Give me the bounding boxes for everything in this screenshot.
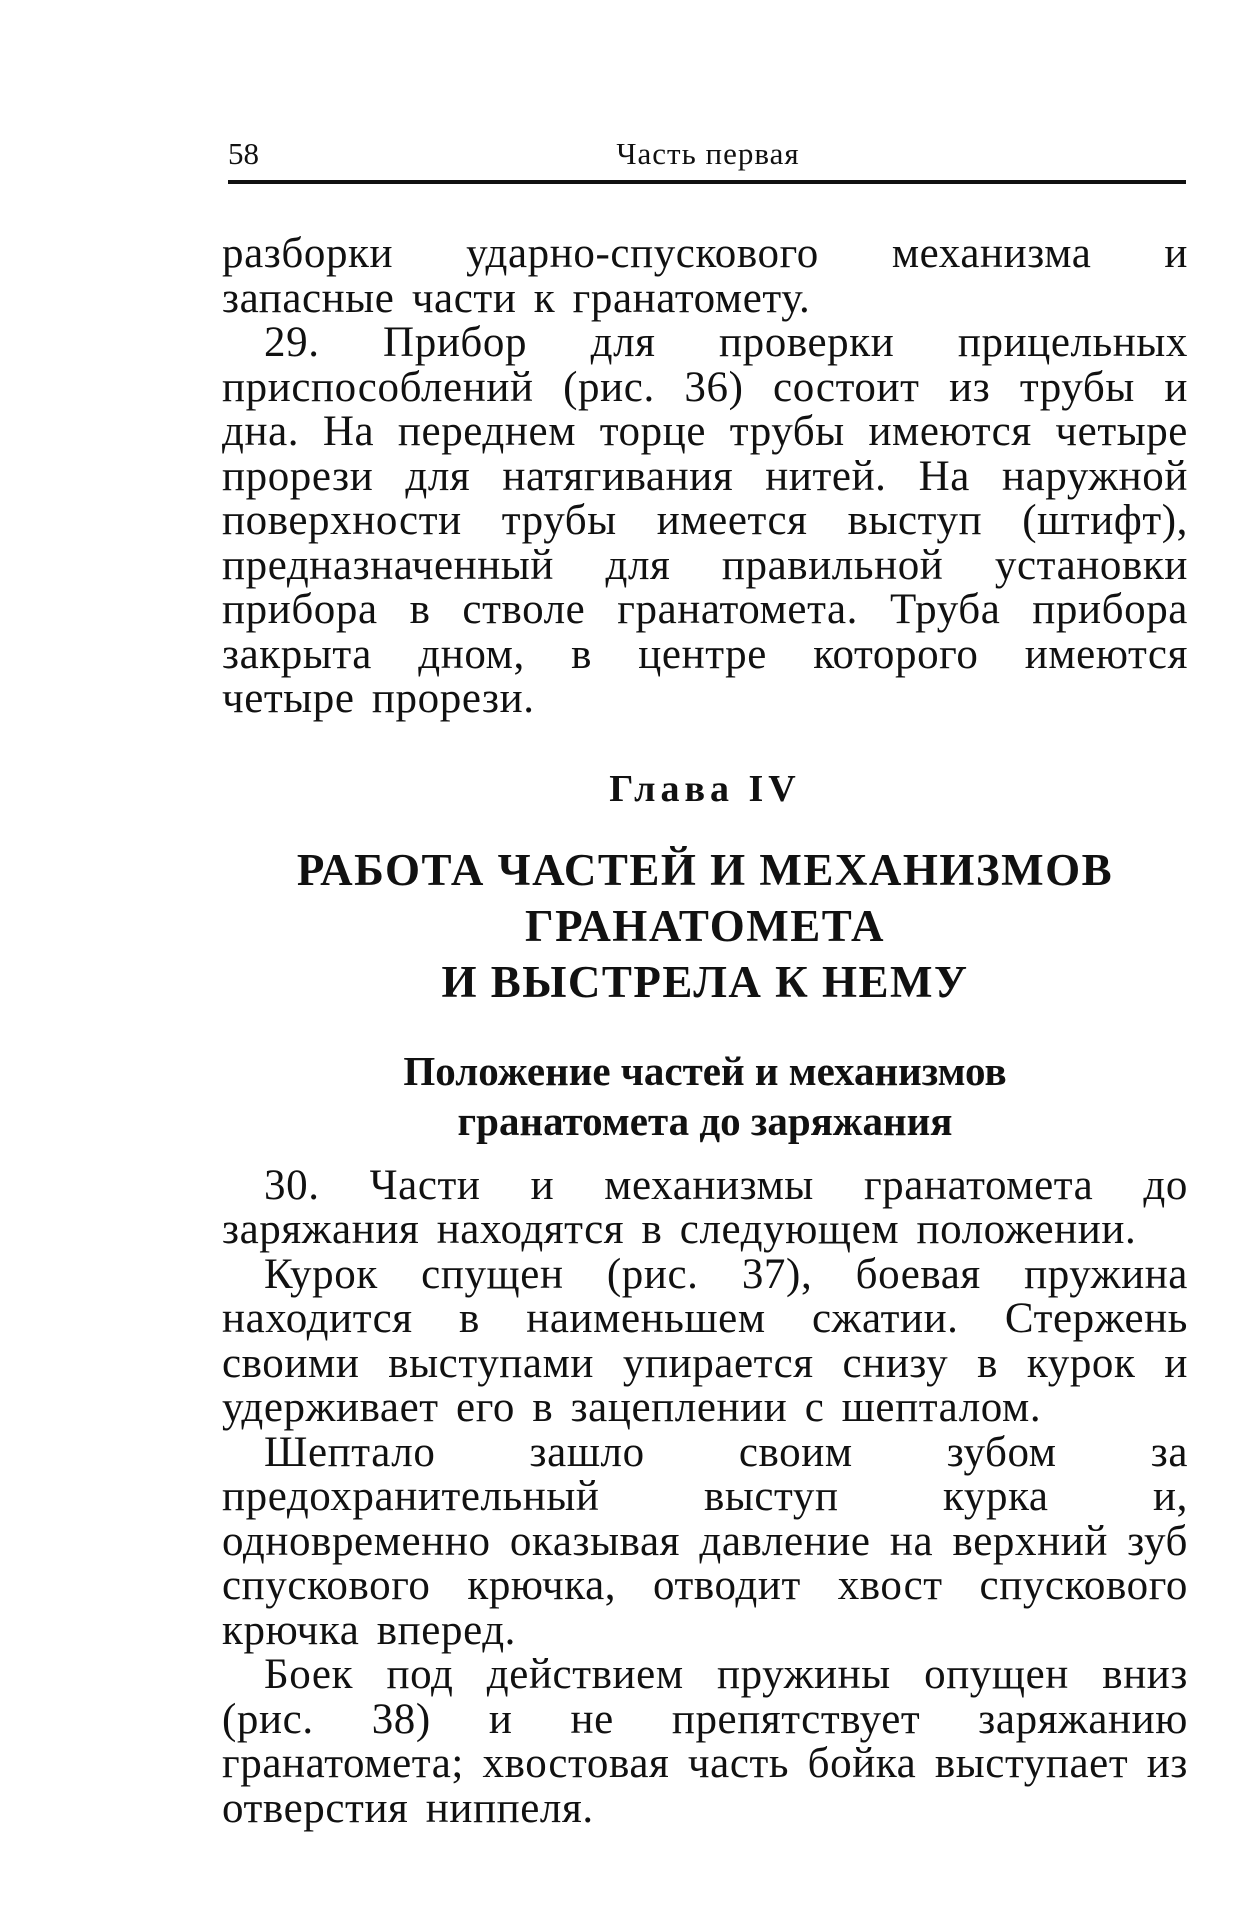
text-block bbox=[222, 232, 1188, 1831]
chapter-title-line: РАБОТА ЧАСТЕЙ И МЕХАНИЗМОВ bbox=[296, 844, 1114, 895]
paragraph-firing-pin: Боек под действием пружины опущен вниз (рис. 38) и не препятствует заряжанию гранатомета; хвостовая часть бойка выступает из отверстия ниппеля. bbox=[222, 1651, 1188, 1832]
section-title bbox=[222, 1046, 1188, 1146]
paragraph-trigger: Курок спущен (рис. 37), боевая пружина находится в наименьшем сжатии. Стержень своими выступами упирается снизу в курок и удерживает его в зацеплении с шепталом. bbox=[222, 1250, 1188, 1431]
section-title-line: Положение частей и механизмов bbox=[403, 1047, 1007, 1094]
chapter-label: Глава IV bbox=[609, 767, 801, 810]
paragraph-29: 29. Прибор для проверки прицельных приспособлений (рис. 36) состоит из трубы и дна. На переднем торце трубы имеются четыре прорези для натягивания нитей. На наружной поверхности трубы имеется выступ (штифт), предназначенный для правильной установки прибора в стволе гранатомета. Труба прибора закрыта дном, в центре которого имеются четыре прорези. bbox=[222, 319, 1188, 722]
chapter-title-line: ГРАНАТОМЕТА bbox=[524, 900, 886, 951]
section-title-line: гранатомета до заряжания bbox=[457, 1097, 953, 1144]
chapter-title-line: И ВЫСТРЕЛА К НЕМУ bbox=[441, 956, 969, 1007]
paragraph-continuation: разборки ударно-спускового механизма и запасные части к гранатомету. bbox=[222, 230, 1188, 322]
running-title: Часть первая bbox=[616, 136, 800, 171]
running-head bbox=[228, 136, 1188, 180]
paragraph-sear: Шептало зашло своим зубом за предохранительный выступ курка и, одновременно оказывая давление на верхний зуб спускового крючка, отводит хвост спускового крючка вперед. bbox=[222, 1428, 1188, 1654]
chapter-title bbox=[222, 842, 1188, 1010]
header-rule bbox=[228, 180, 1186, 184]
paragraph-30: 30. Части и механизмы гранатомета до заряжания находятся в следующем положении. bbox=[222, 1161, 1188, 1253]
page-number: 58 bbox=[228, 136, 259, 171]
